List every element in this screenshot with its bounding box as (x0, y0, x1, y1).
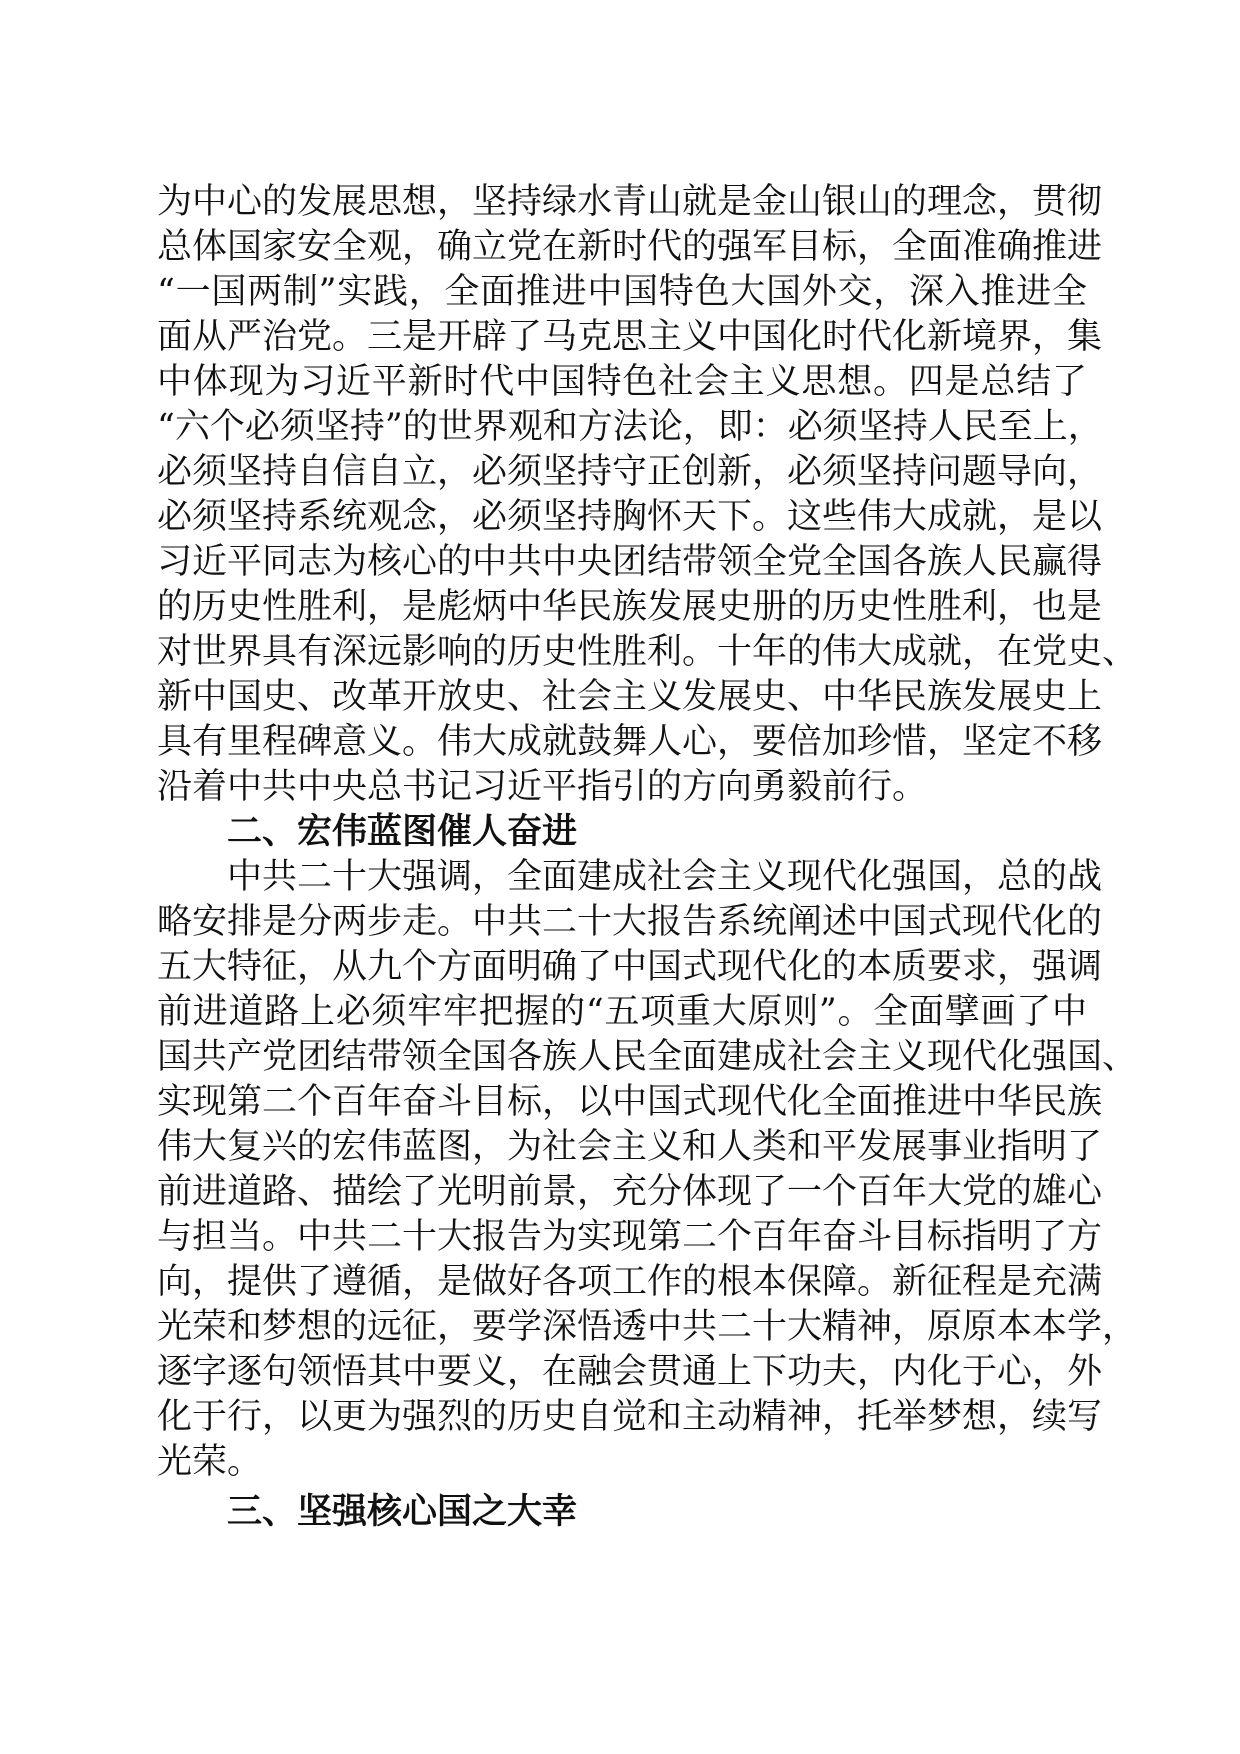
section-heading-2: 二、宏伟蓝图催人奋进 (227, 812, 578, 852)
paragraph-line: 总体国家安全观，确立党在新时代的强军目标，全面准确推进 (157, 227, 1103, 267)
paragraph-line: 国共产党团结带领全国各族人民全面建成社会主义现代化强国、 (157, 1037, 1138, 1077)
paragraph-line: 前进道路、描绘了光明前景，充分体现了一个百年大党的雄心 (157, 1172, 1103, 1212)
paragraph-line: 化于行，以更为强烈的历史自觉和主动精神，托举梦想，续写 (157, 1397, 1103, 1437)
paragraph-line: 中共二十大强调，全面建成社会主义现代化强国，总的战 (227, 857, 1103, 897)
paragraph-line: 与担当。中共二十大报告为实现第二个百年奋斗目标指明了方 (157, 1217, 1103, 1257)
paragraph-line: 习近平同志为核心的中共中央团结带领全党全国各族人民赢得 (157, 542, 1103, 582)
paragraph-line: “六个必须坚持”的世界观和方法论，即：必须坚持人民至上， (157, 407, 1103, 447)
paragraph-line: 必须坚持系统观念，必须坚持胸怀天下。这些伟大成就，是以 (157, 497, 1103, 537)
paragraph-line: 对世界具有深远影响的历史性胜利。十年的伟大成就，在党史、 (157, 632, 1138, 672)
paragraph-line: 必须坚持自信自立，必须坚持守正创新，必须坚持问题导向， (157, 452, 1103, 492)
paragraph-line: “一国两制”实践，全面推进中国特色大国外交，深入推进全 (157, 272, 1087, 312)
paragraph-line: 五大特征，从九个方面明确了中国式现代化的本质要求，强调 (157, 947, 1103, 987)
paragraph-line: 面从严治党。三是开辟了马克思主义中国化时代化新境界，集 (157, 317, 1103, 357)
paragraph-line: 的历史性胜利，是彪炳中华民族发展史册的历史性胜利，也是 (157, 587, 1103, 627)
paragraph-line: 为中心的发展思想，坚持绿水青山就是金山银山的理念，贯彻 (157, 182, 1103, 222)
paragraph-line: 伟大复兴的宏伟蓝图，为社会主义和人类和平发展事业指明了 (157, 1127, 1103, 1167)
paragraph-line: 略安排是分两步走。中共二十大报告系统阐述中国式现代化的 (157, 902, 1103, 942)
paragraph-line: 中体现为习近平新时代中国特色社会主义思想。四是总结了 (157, 362, 1087, 402)
paragraph-line: 沿着中共中央总书记习近平指引的方向勇毅前行。 (157, 767, 928, 807)
section-heading-3: 三、坚强核心国之大幸 (227, 1492, 578, 1532)
paragraph-line: 光荣和梦想的远征，要学深悟透中共二十大精神，原原本本学， (157, 1307, 1138, 1347)
paragraph-line: 向，提供了遵循，是做好各项工作的根本保障。新征程是充满 (157, 1262, 1103, 1302)
paragraph-line: 逐字逐句领悟其中要义，在融会贯通上下功夫，内化于心，外 (157, 1352, 1103, 1392)
paragraph-line: 具有里程碑意义。伟大成就鼓舞人心，要倍加珍惜，坚定不移 (157, 722, 1103, 762)
paragraph-line: 新中国史、改革开放史、社会主义发展史、中华民族发展史上 (157, 677, 1103, 717)
paragraph-line: 光荣。 (157, 1442, 263, 1482)
paragraph-line: 前进道路上必须牢牢把握的“五项重大原则”。全面擘画了中 (157, 992, 1087, 1032)
paragraph-line: 实现第二个百年奋斗目标，以中国式现代化全面推进中华民族 (157, 1082, 1103, 1122)
